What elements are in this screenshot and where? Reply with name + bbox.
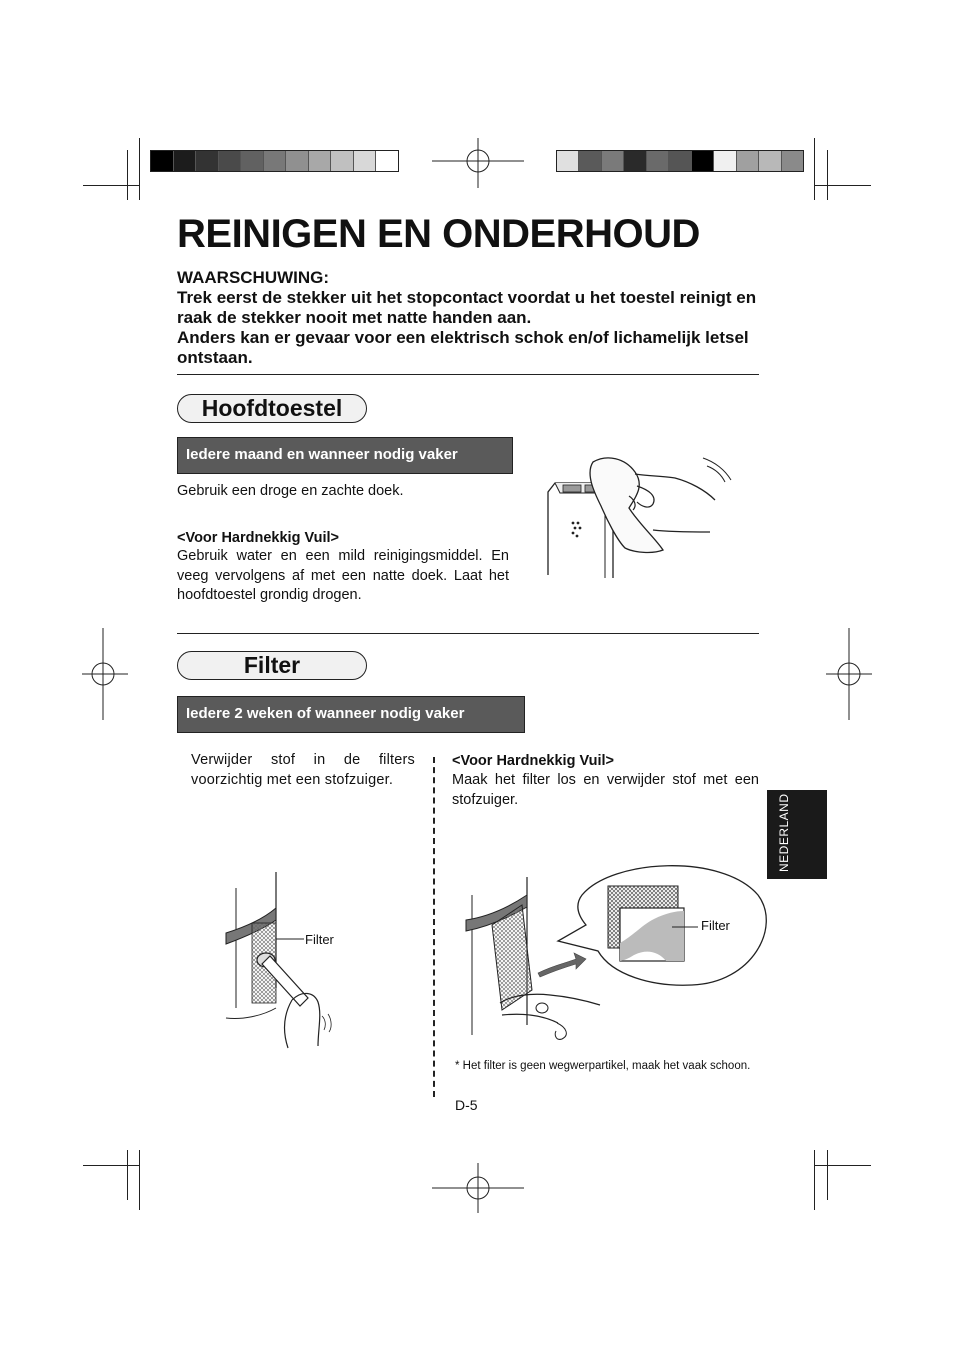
filter-left-text: Verwijder stof in de filters voorzichtig met een stofzuiger. (191, 752, 415, 788)
warning-block (177, 268, 762, 368)
page-title: REINIGEN EN ONDERHOUD (177, 212, 700, 256)
main-unit-instruction: Gebruik een droge en zachte doek. (177, 483, 404, 499)
filter-label-right: Filter (701, 918, 730, 933)
frequency-badge-main-unit: Iedere maand en wanneer nodig vaker (177, 437, 513, 474)
filter-right-text: Maak het filter los en verwijder stof met een stofzuiger. (452, 772, 759, 808)
page-number: D-5 (455, 1097, 478, 1113)
remove-filter-illustration (462, 855, 772, 1055)
divider-top (177, 374, 759, 375)
wiping-unit-illustration (545, 450, 745, 580)
vacuum-filter-illustration (222, 868, 337, 1058)
registration-mark-top (432, 138, 524, 188)
registration-mark-left (82, 628, 128, 720)
filter-right-heading: <Voor Hardnekkig Vuil> (452, 753, 614, 769)
warning-line-1: Trek eerst de stekker uit het stopcontact voordat u het toestel reinigt en raak de stekker nooit met natte handen aan. (177, 288, 757, 327)
color-bar-left (150, 150, 399, 172)
filter-note: * Het filter is geen wegwerpartikel, maak het vaak schoon. (455, 1060, 751, 1072)
warning-heading: WAARSCHUWING: (177, 268, 330, 287)
main-unit-stubborn-heading: <Voor Hardnekkig Vuil> (177, 530, 339, 546)
warning-line-2: Anders kan er gevaar voor een elektrisch schok en/of lichamelijk letsel ontstaan. (177, 328, 749, 367)
frequency-badge-filter: Iedere 2 weken of wanneer nodig vaker (177, 696, 525, 733)
main-unit-stubborn-text: Gebruik water en een mild reinigingsmiddel. En veeg vervolgens af met een natte doek. Laat het hoofdtoestel grondig drogen. (177, 548, 509, 603)
registration-mark-right (826, 628, 872, 720)
column-separator (433, 757, 435, 1097)
language-tab (767, 790, 827, 879)
language-tab-label: NEDERLAND (777, 793, 791, 872)
registration-mark-bottom (432, 1163, 524, 1213)
section-heading-filter: Filter (177, 651, 367, 680)
section-heading-main-unit: Hoofdtoestel (177, 394, 367, 423)
filter-label-left: Filter (305, 932, 334, 947)
arrow-icon (538, 953, 586, 977)
divider-middle (177, 633, 759, 634)
color-bar-right (556, 150, 804, 172)
